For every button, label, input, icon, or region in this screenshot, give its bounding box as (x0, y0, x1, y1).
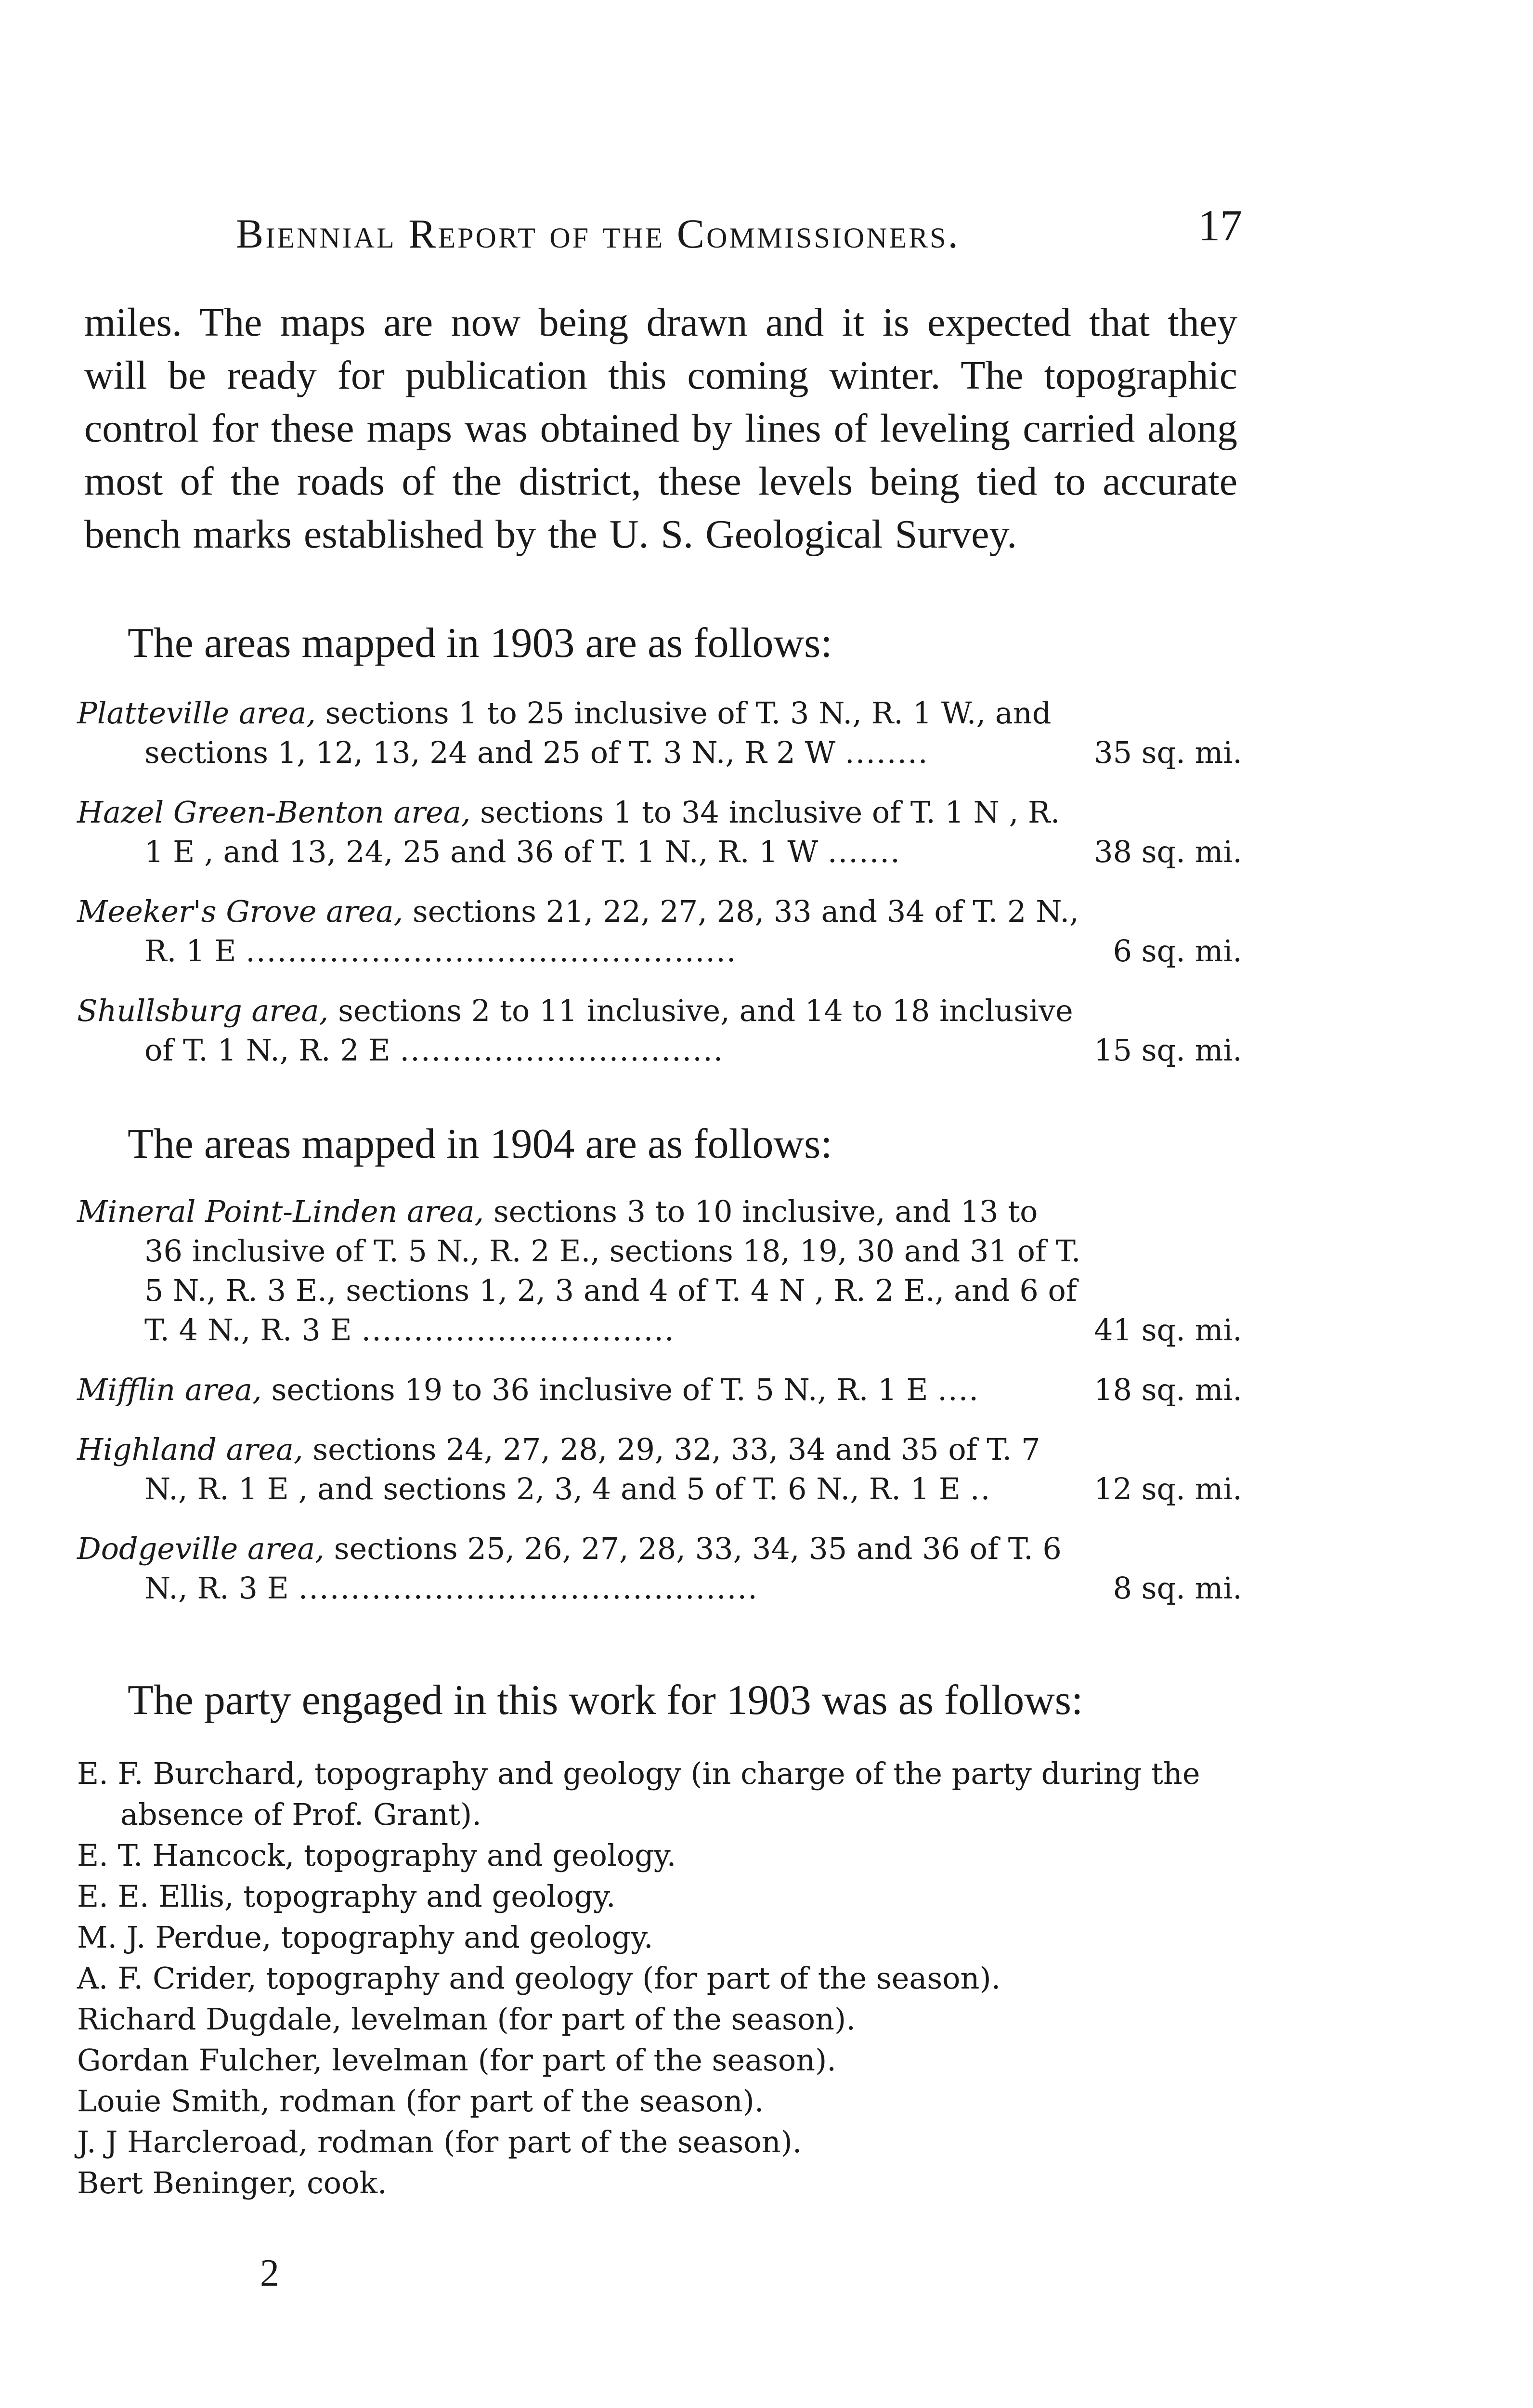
area-name: Hazel Green-Benton area, (77, 795, 471, 830)
party-member: E. T. Hancock, topography and geology. (77, 1838, 676, 1873)
area-name: Highland area, (77, 1432, 303, 1467)
party-member: Richard Dugdale, levelman (for part of the season). (77, 2002, 856, 2037)
party-member: E. E. Ellis, topography and geology. (77, 1879, 616, 1914)
area-name: Dodgeville area, (77, 1531, 325, 1566)
area-entry (77, 793, 1242, 872)
leader-dots: ............................................ (298, 1570, 758, 1606)
area-description: sections 25, 26, 27, 28, 33, 34, 35 and 36 of T. 6 N., R. 3 E (144, 1531, 1062, 1606)
leader-dots: ............................................... (246, 933, 737, 968)
areas-1903-list (77, 694, 1242, 1090)
area-description: sections 3 to 10 inclusive, and 13 to 36 inclusive of T. 5 N., R. 2 E., sections 18, 19, 30 and 31 of T. 5 N., R. 3 E., sections 1, 2, 3 and 4 of T. 4 N , R. 2 E., and 6 of T. 4 N., R. 3 E (144, 1194, 1081, 1348)
area-amount: 8 sq. mi. (1113, 1570, 1242, 1606)
leader-dots: .. (970, 1471, 991, 1506)
lead-party: The party engaged in this work for 1903 was as follows: (128, 1677, 1083, 1724)
area-amount: 35 sq. mi. (1094, 735, 1242, 770)
area-entry (77, 1192, 1242, 1350)
party-member: Gordan Fulcher, levelman (for part of the season). (77, 2042, 837, 2078)
leader-dots: .............................. (361, 1312, 675, 1348)
area-entry (77, 991, 1242, 1070)
area-amount: 15 sq. mi. (1094, 1033, 1242, 1068)
area-description: sections 19 to 36 inclusive of T. 5 N., R. 1 E (261, 1372, 928, 1407)
area-name: Platteville area, (77, 695, 316, 731)
area-description: sections 1 to 25 inclusive of T. 3 N., R. 1 W., and sections 1, 12, 13, 24 and 25 of T. 3 N., R 2 W (144, 695, 1052, 770)
page-number: 17 (1198, 201, 1242, 250)
area-amount: 41 sq. mi. (1094, 1312, 1242, 1348)
areas-1904-list (77, 1192, 1242, 1628)
area-description: sections 2 to 11 inclusive, and 14 to 18 inclusive of T. 1 N., R. 2 E (144, 993, 1073, 1068)
area-entry (77, 694, 1242, 772)
area-name: Mineral Point-Linden area, (77, 1194, 484, 1229)
leader-dots: ............................... (400, 1033, 724, 1068)
area-entry (77, 1430, 1242, 1509)
leader-dots: ....... (827, 834, 901, 869)
area-name: Mifflin area, (77, 1372, 262, 1407)
party-member: Louie Smith, rodman (for part of the season). (77, 2083, 764, 2119)
area-entry (77, 1529, 1242, 1608)
running-head (77, 200, 1242, 258)
area-name: Meeker's Grove area, (77, 894, 403, 929)
party-member: A. F. Crider, topography and geology (for part of the season). (77, 1961, 1001, 1996)
area-entry (77, 1370, 1242, 1410)
leader-dots: .... (937, 1372, 980, 1407)
area-name: Shullsburg area, (77, 993, 329, 1028)
party-list (77, 1753, 1242, 2203)
area-amount: 18 sq. mi. (1094, 1372, 1242, 1407)
signature-mark: 2 (260, 2252, 279, 2294)
leader-dots: ........ (844, 735, 929, 770)
party-member: Bert Beninger, cook. (77, 2165, 387, 2200)
lead-1903: The areas mapped in 1903 are as follows: (128, 620, 832, 667)
area-amount: 12 sq. mi. (1094, 1471, 1242, 1506)
running-head-title: Biennial Report of the Commissioners. (236, 210, 961, 257)
area-description: sections 21, 22, 27, 28, 33 and 34 of T. 2 N., R. 1 E (144, 894, 1079, 968)
party-member: J. J Harcleroad, rodman (for part of the season). (77, 2124, 802, 2159)
intro-paragraph: miles. The maps are now being drawn and it is expected that they will be ready for publication this coming winter. The topographic control for these maps was obtained by lines of leveling carried along most of the roads of the district, these levels being tied to accurate bench marks established by the U. S. Geological Survey. (84, 300, 1237, 557)
party-member: E. F. Burchard, topography and geology (in charge of the party during the absence of Prof. Grant). (77, 1756, 1200, 1832)
area-entry (77, 892, 1242, 971)
area-amount: 38 sq. mi. (1094, 834, 1242, 869)
area-description: sections 24, 27, 28, 29, 32, 33, 34 and 35 of T. 7 N., R. 1 E , and sections 2, 3, 4 and 5 of T. 6 N., R. 1 E (144, 1432, 1040, 1506)
area-description: sections 1 to 34 inclusive of T. 1 N , R. 1 E , and 13, 24, 25 and 36 of T. 1 N., R. 1 W (144, 795, 1060, 869)
lead-1904: The areas mapped in 1904 are as follows: (128, 1121, 832, 1167)
party-member: M. J. Perdue, topography and geology. (77, 1920, 653, 1955)
area-amount: 6 sq. mi. (1113, 933, 1242, 968)
